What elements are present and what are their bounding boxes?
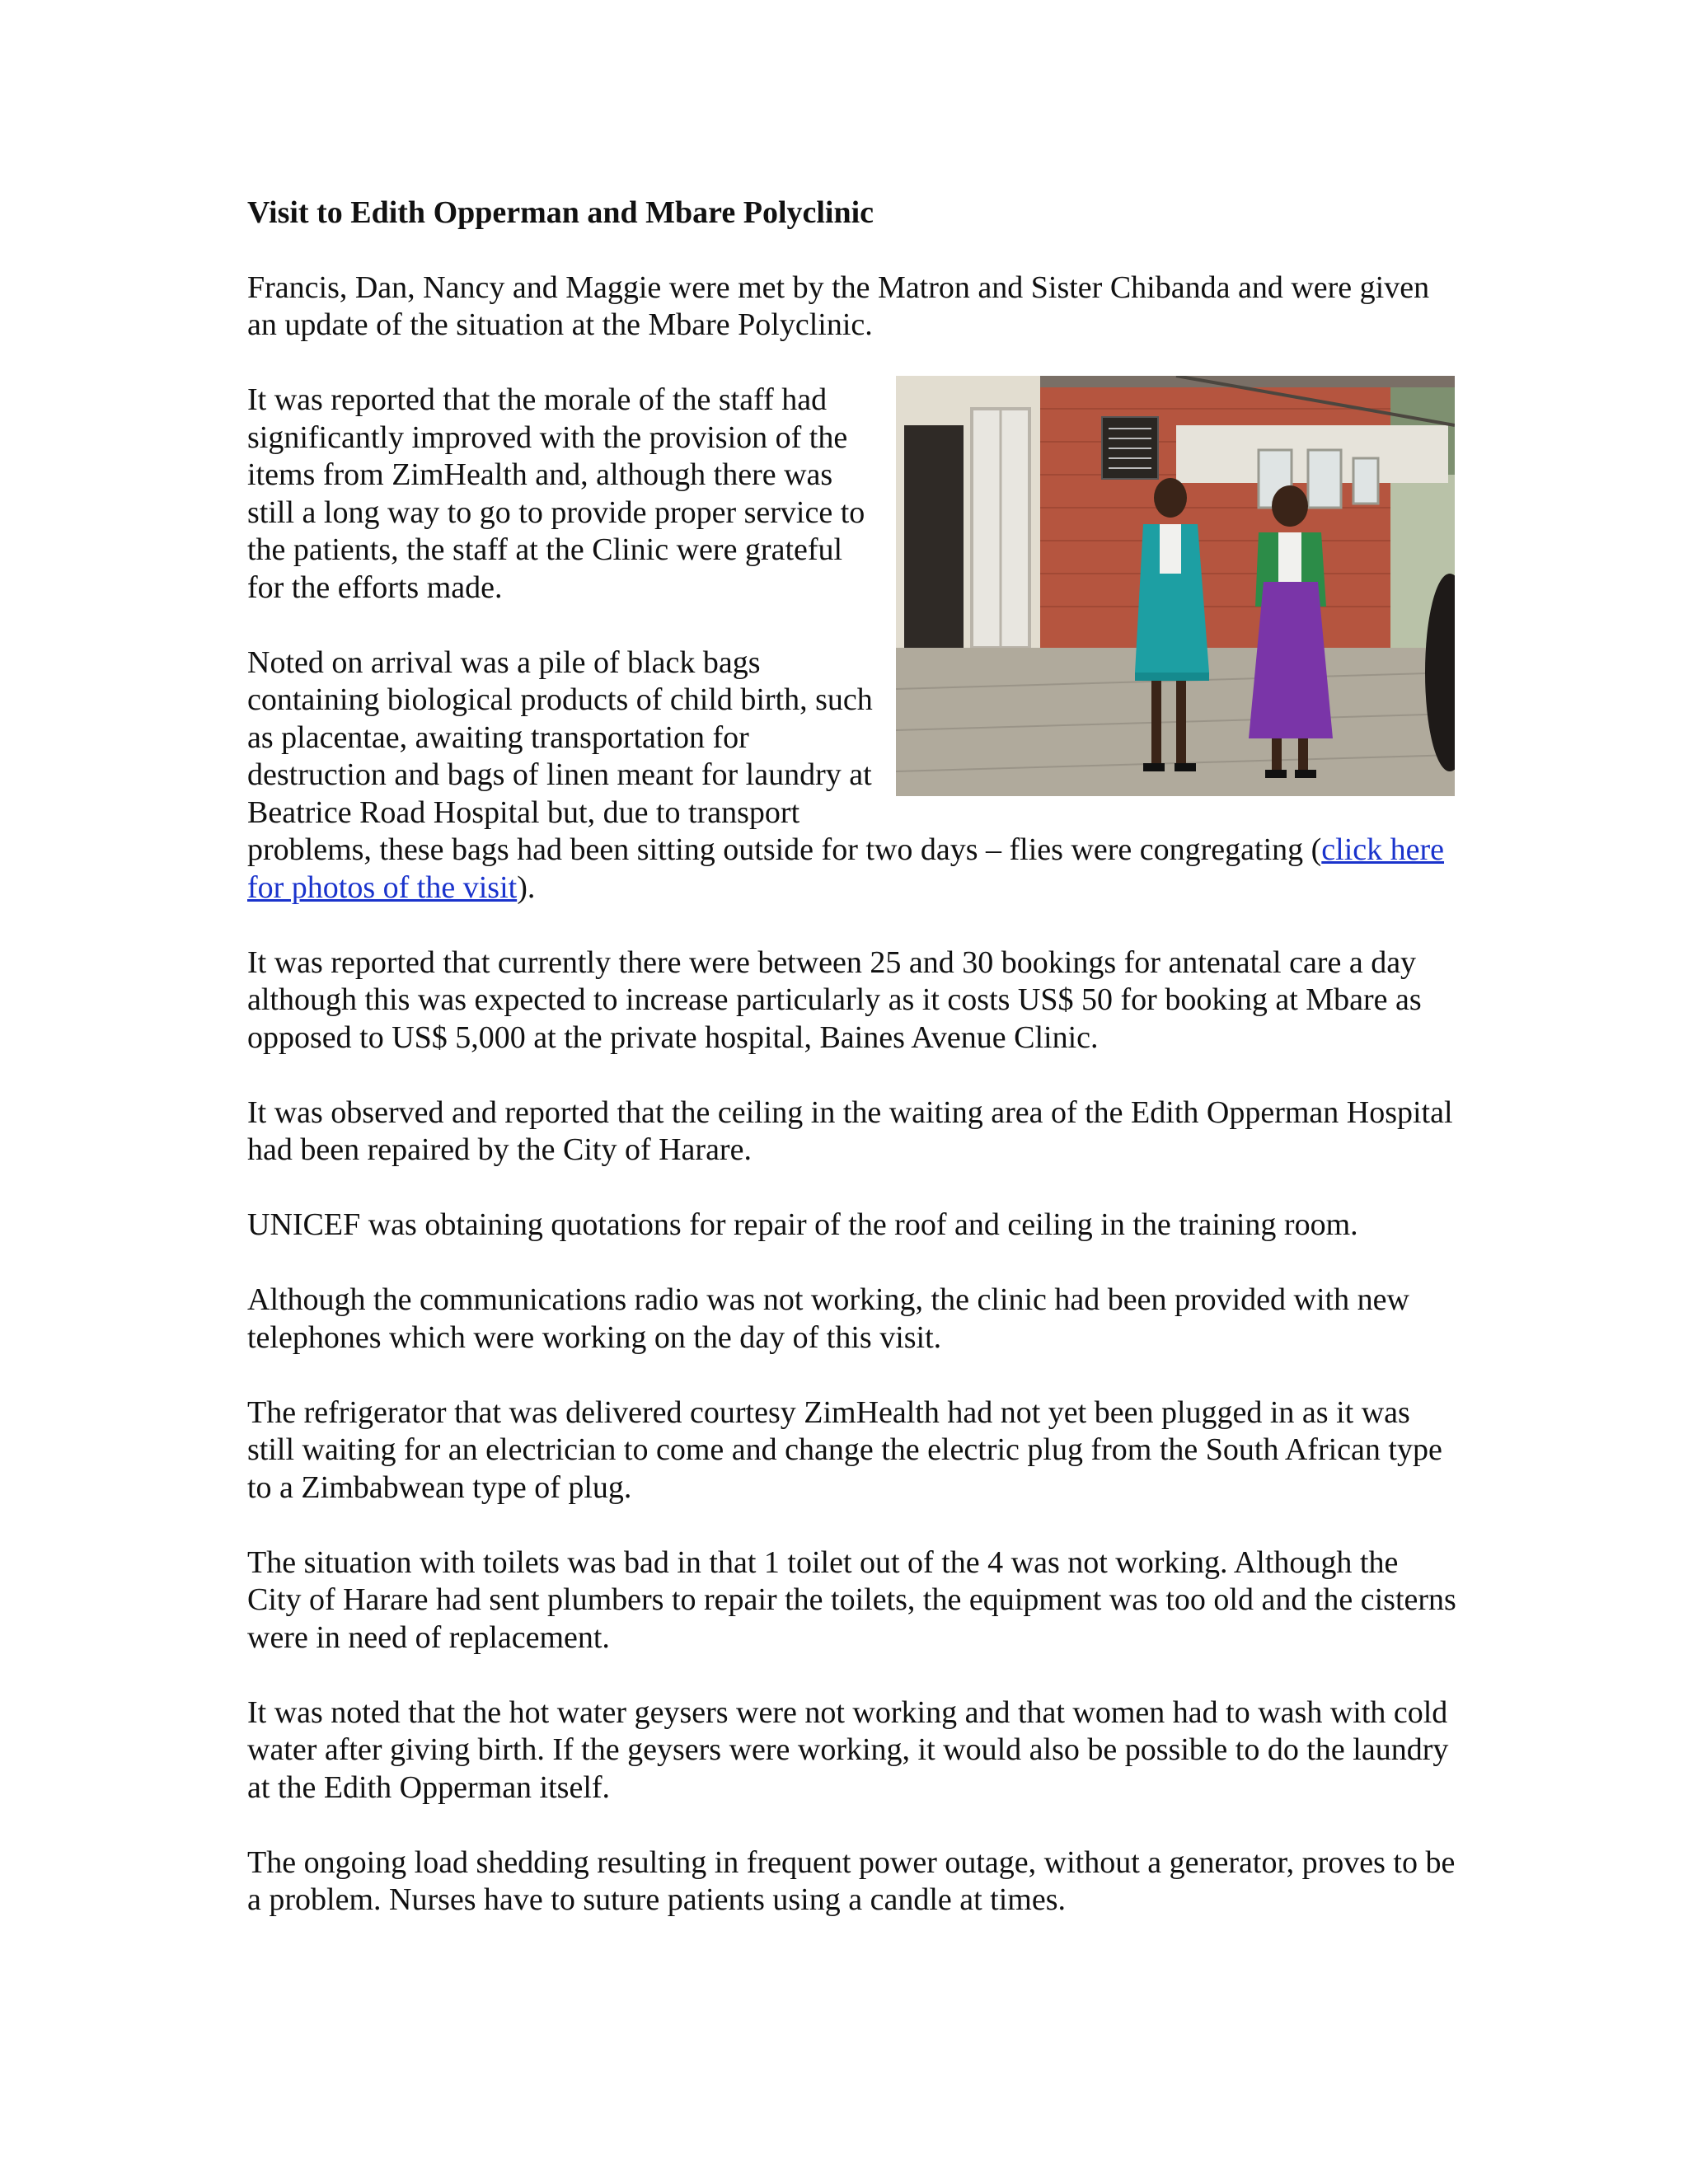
radio-paragraph: Although the communications radio was not working, the clinic had been provided with new telephones which were working on the day of this visit. xyxy=(247,1282,1409,1355)
bags-text: Noted on arrival was a pile of black bags containing biological products of child birth, such as placentae, awaiting transportation for destruction and bags of linen meant for laundry at Beatrice Road Hospital but, due to transport problems, these bags had been sitting outside for two days – flies were congregating ( xyxy=(247,644,1322,867)
bags-text-end: ). xyxy=(517,869,536,905)
toilets-paragraph: The situation with toilets was bad in that 1 toilet out of the 4 was not working. Although the City of Harare had sent plumbers to repair the toilets, the equipment was too old and the cisterns were in need of replacement. xyxy=(247,1544,1456,1655)
geysers-paragraph: It was noted that the hot water geysers were not working and that women had to wash with cold water after giving birth. If the geysers were working, it would also be possible to do the laundry at the Edith Opperman itself. xyxy=(247,1694,1449,1805)
photos-link[interactable]: click here for photos of the visit xyxy=(247,832,1445,905)
ceiling-paragraph: It was observed and reported that the ceiling in the waiting area of the Edith Opperman Hospital had been repaired by the City of Harare. xyxy=(247,1094,1453,1167)
morale-paragraph: It was reported that the morale of the staff had significantly improved with the provision of the items from ZimHealth and, although there was still a long way to go to provide proper service to the patients, the staff at the Clinic were grateful for the efforts made. xyxy=(247,382,865,605)
fridge-paragraph: The refrigerator that was delivered courtesy ZimHealth had not yet been plugged in as it was still waiting for an electrician to come and change the electric plug from the South African type to a Zimbabwean type of plug. xyxy=(247,1394,1442,1505)
power-paragraph: The ongoing load shedding resulting in frequent power outage, without a generator, proves to be a problem. Nurses have to suture patients using a candle at times. xyxy=(247,1844,1456,1917)
bookings-paragraph: It was reported that currently there were between 25 and 30 bookings for antenatal care a day although this was expected to increase particularly as it costs US$ 50 for booking at Mbare as opposed to US$ 5,000 at the private hospital, Baines Avenue Clinic. xyxy=(247,944,1422,1055)
intro-paragraph: Francis, Dan, Nancy and Maggie were met by the Matron and Sister Chibanda and were given an update of the situation at the Mbare Polyclinic. xyxy=(247,269,1430,342)
document-page xyxy=(247,194,1459,1957)
unicef-paragraph: UNICEF was obtaining quotations for repair of the roof and ceiling in the training room. xyxy=(247,1207,1358,1242)
clinic-entrance-photo xyxy=(896,376,1455,796)
document-title: Visit to Edith Opperman and Mbare Polyclinic xyxy=(247,195,874,230)
